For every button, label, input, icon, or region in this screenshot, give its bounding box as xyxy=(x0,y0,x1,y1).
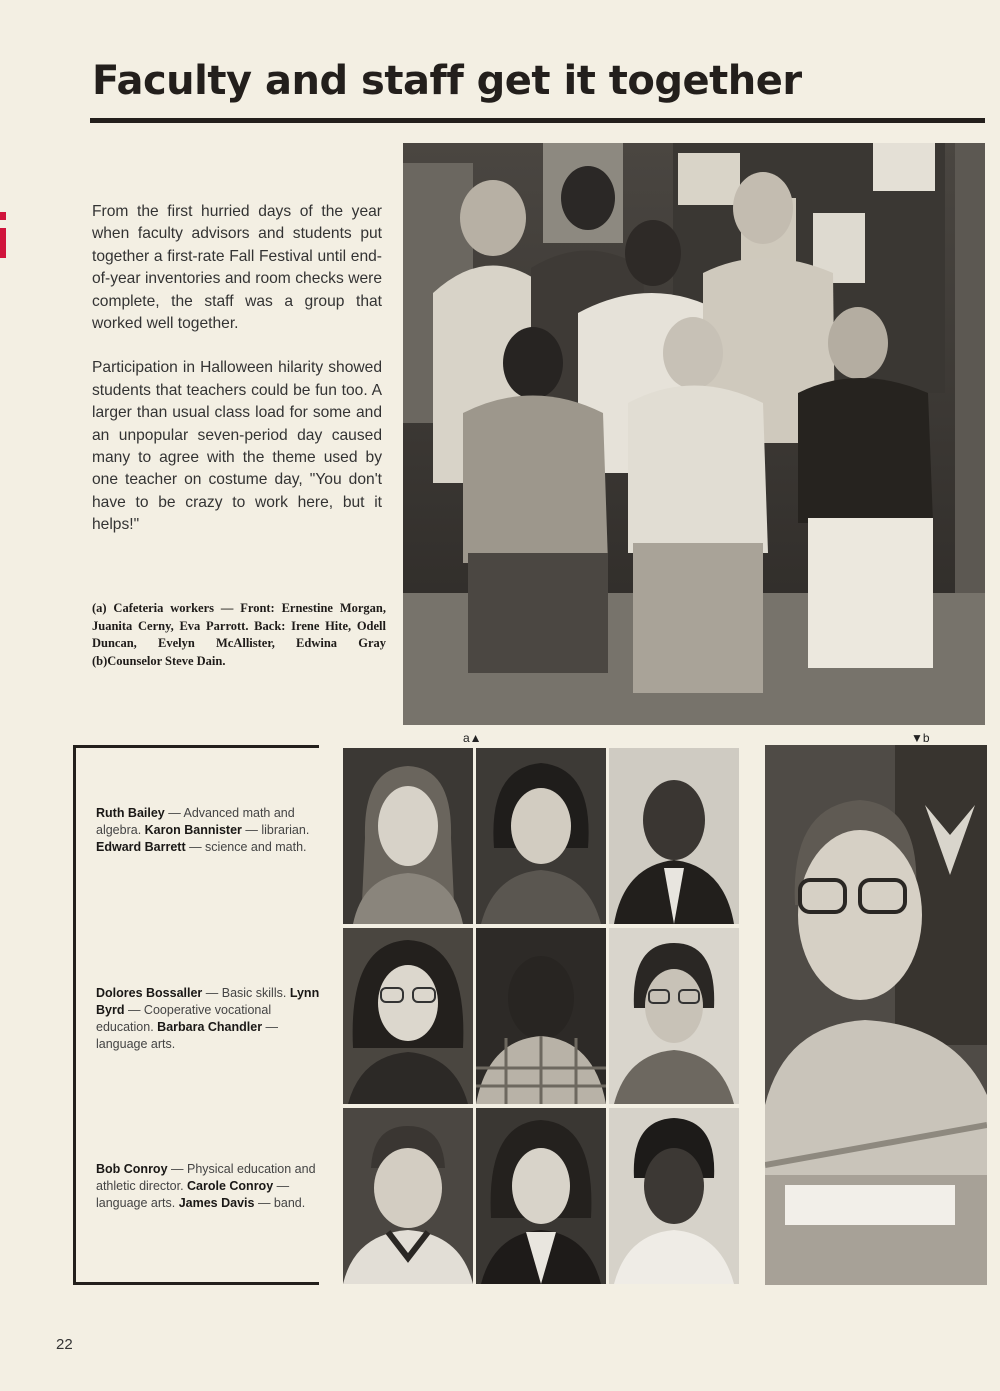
portrait-edward-barrett xyxy=(609,748,739,924)
staff-caption-row-3 xyxy=(96,1161,320,1212)
intro-paragraph-1: From the first hurried days of the year when faculty advisors and students put together a first-rate Fall Festival until end-of-year inventories and room checks were complete, the staff was a group that worked well together. xyxy=(92,203,382,333)
portrait-bob-conroy xyxy=(343,1108,473,1284)
intro-text xyxy=(92,201,382,559)
page-number: 22 xyxy=(56,1336,73,1353)
staff-name: Dolores Bossaller xyxy=(96,986,203,1000)
portrait-barbara-chandler xyxy=(609,928,739,1104)
staff-name: Bob Conroy xyxy=(96,1162,168,1176)
title-rule xyxy=(90,118,985,123)
staff-subject: — librarian. xyxy=(241,823,310,837)
page-title: Faculty and staff get it together xyxy=(92,58,802,104)
staff-subject: — band. xyxy=(254,1196,306,1210)
staff-name: Karon Bannister xyxy=(144,823,242,837)
staff-subject: — Cooperative vocational education. xyxy=(96,1003,272,1034)
staff-name: Edward Barrett xyxy=(96,840,186,854)
portrait-dolores-bossaller xyxy=(343,928,473,1104)
page-edge-tab xyxy=(0,212,6,262)
intro-paragraph-2: Participation in Halloween hilarity showed students that teachers could be fun too. A larger than usual class load for some and an unpopular seven-period day caused many to agree with the theme used by one teacher on costume day, "You don't have to be crazy to work here, but it helps!" xyxy=(92,359,382,534)
staff-caption-row-1 xyxy=(96,805,320,856)
photo-b-label: ▼b xyxy=(911,731,930,745)
staff-subject: — Advanced math and algebra. xyxy=(96,806,295,837)
photo-a-label: a▲ xyxy=(463,731,482,745)
portrait-james-davis xyxy=(609,1108,739,1284)
staff-name: Ruth Bailey xyxy=(96,806,165,820)
staff-subject: — language arts. xyxy=(96,1179,290,1210)
portrait-ruth-bailey xyxy=(343,748,473,924)
staff-name: Barbara Chandler xyxy=(157,1020,263,1034)
staff-caption-row-2 xyxy=(96,985,320,1053)
staff-subject: — Basic skills. xyxy=(202,986,290,1000)
cafeteria-workers-photo xyxy=(403,143,985,725)
staff-subject: — Physical education and athletic director. xyxy=(96,1162,316,1193)
staff-subject: — language arts. xyxy=(96,1020,279,1051)
staff-name: James Davis xyxy=(178,1196,255,1210)
portrait-karon-bannister xyxy=(476,748,606,924)
portrait-carole-conroy xyxy=(476,1108,606,1284)
staff-subject: — science and math. xyxy=(185,840,307,854)
portrait-lynn-byrd xyxy=(476,928,606,1104)
counselor-steve-dain-photo xyxy=(765,745,987,1285)
staff-name: Lynn Byrd xyxy=(96,986,320,1017)
photo-a-caption: (a) Cafeteria workers — Front: Ernestine Morgan, Juanita Cerny, Eva Parrott. Back: Irene Hite, Odell Duncan, Evelyn McAllister, Edwina Gray (b)Counselor Steve Dain. xyxy=(92,601,386,668)
staff-name: Carole Conroy xyxy=(187,1179,274,1193)
